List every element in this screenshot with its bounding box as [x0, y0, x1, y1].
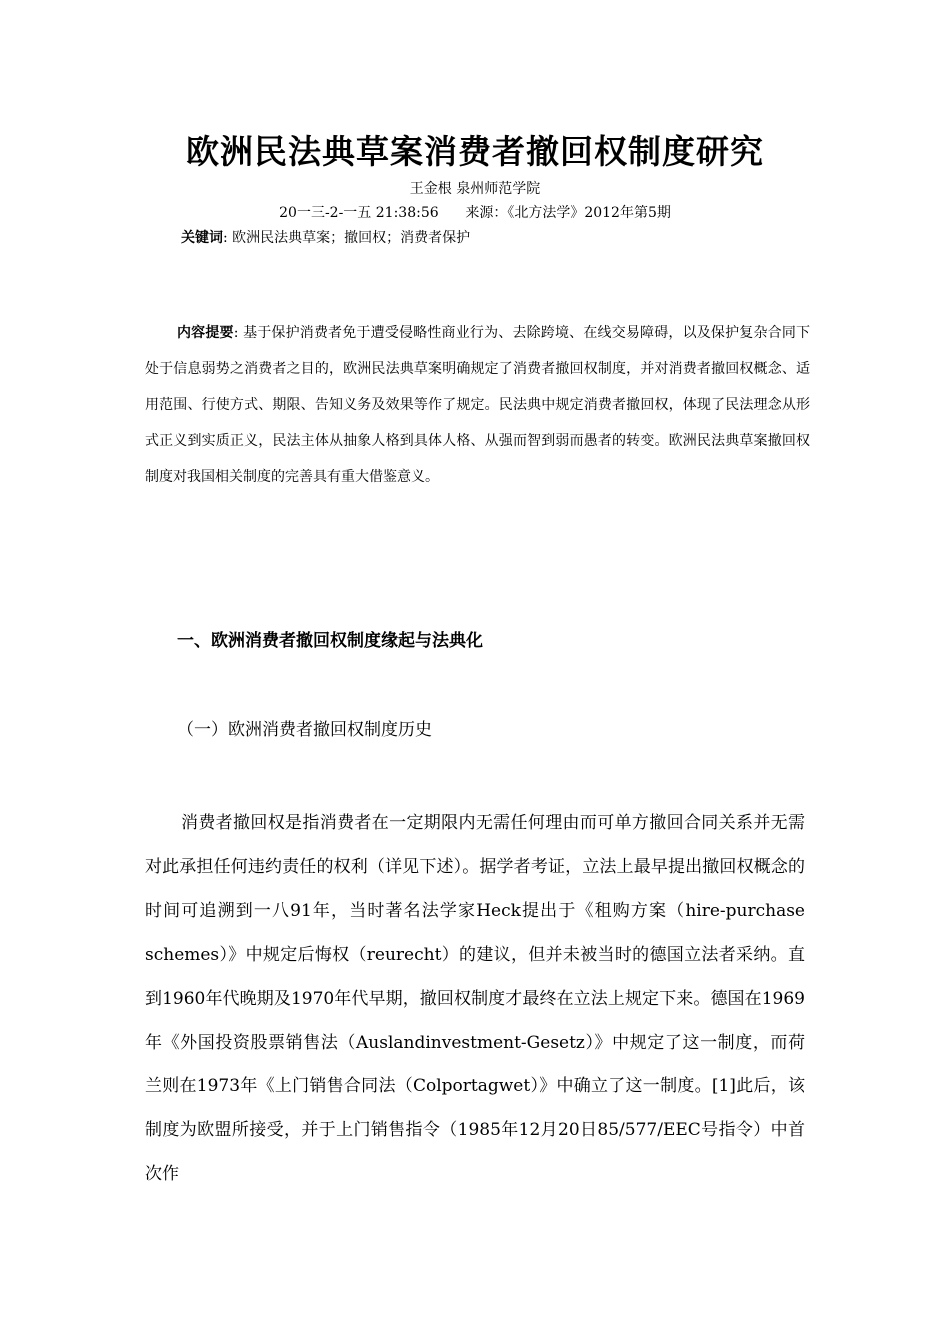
keywords-text: : 欧洲民法典草案；撤回权；消费者保护 — [223, 230, 471, 246]
author-line: 王金根 泉州师范学院 — [409, 181, 541, 197]
document-title: 欧洲民法典草案消费者撤回权制度研究 — [186, 132, 764, 171]
section-heading: 一、欧洲消费者撤回权制度缘起与法典化 — [177, 631, 483, 651]
subsection-heading: （一）欧洲消费者撤回权制度历史 — [177, 720, 432, 740]
body-paragraph: 消费者撤回权是指消费者在一定期限内无需任何理由而可单方撤回合同关系并无需对此承担任何违约责任的权利（详见下述）。据学者考证，立法上最早提出撤回权概念的时间可追溯到一八91年，当时著名法学家Heck提出于《租购方案（hire-purchase schemes）》中规定后悔权（reurecht）的建议，但并未被当时的德国立法者采纳。直到1960年代晚期及1970年代早期，撤回权制度才最终在立法上规定下来。德国在1969年《外国投资股票销售法（Auslandinvestment-Gesetz）》中规定了这一制度，而荷兰则在1973年《上门销售合同法（Colportagwet）》中确立了这一制度。[1]此后，该制度为欧盟所接受，并于上门销售指令（1985年12月20日85/577/EEC号指令）中首次作 — [145, 813, 805, 1185]
date-source-line: 20一三-2-一五 21:38:56 来源：《北方法学》2012年第5期 — [279, 205, 671, 221]
keywords-label: 关键词 — [181, 230, 223, 246]
abstract-label: 内容提要 — [177, 325, 234, 341]
keywords-line — [181, 228, 470, 248]
abstract-text: : 基于保护消费者免于遭受侵略性商业行为、去除跨境、在线交易障碍，以及保护复杂合同下处于信息弱势之消费者之目的，欧洲民法典草案明确规定了消费者撤回权制度，并对消费者撤回权概念、适用范围、行使方式、期限、告知义务及效果等作了规定。民法典中规定消费者撤回权，体现了民法理念从形式正义到实质正义，民法主体从抽象人格到具体人格、从强而智到弱而愚者的转变。欧洲民法典草案撤回权制度对我国相关制度的完善具有重大借鉴意义。 — [145, 325, 810, 485]
abstract-paragraph — [145, 315, 810, 495]
